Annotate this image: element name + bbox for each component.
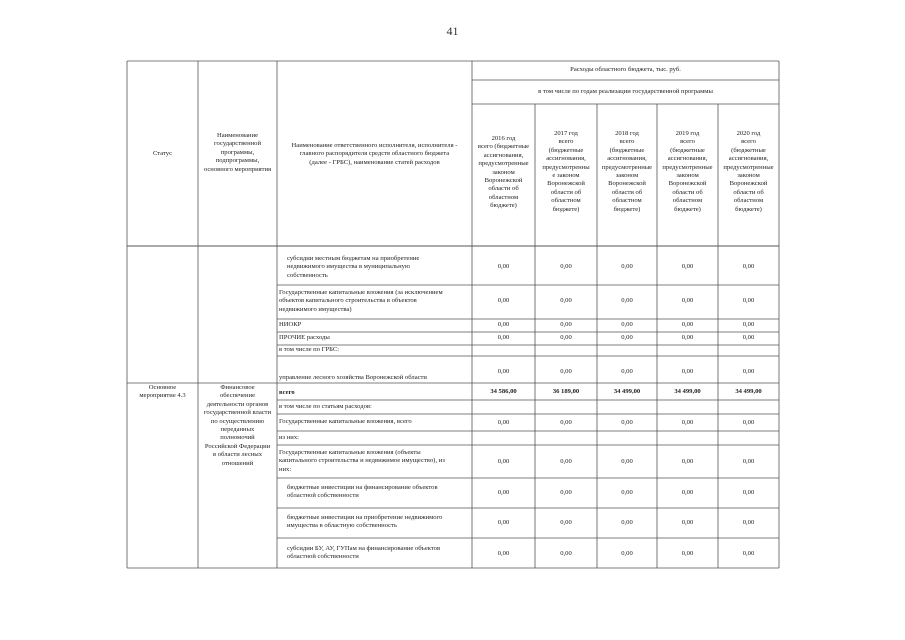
row-label (279, 346, 471, 354)
row-label-line: Государственные капитальные вложения (объекты (279, 449, 421, 456)
row-label (279, 449, 471, 474)
row-label-line: управление лесного хозяйства Воронежской области (279, 374, 427, 381)
year-line: областном (488, 193, 519, 201)
header-expenses-title: Расходы областного бюджета, тыс. руб. (570, 66, 681, 73)
year-line: предусмотренные (601, 163, 653, 171)
cell-value: 0,00 (681, 489, 694, 496)
year-line: законом (492, 168, 515, 176)
cell-value: 0,00 (742, 458, 755, 465)
row-label (279, 434, 471, 442)
cell-value: 0,00 (681, 419, 694, 426)
row-label-line: субсидии местным бюджетам на приобретение (287, 255, 420, 262)
cell-value: 0,00 (497, 263, 510, 270)
year-line: ассигнования, (607, 155, 647, 163)
section-status-line: мероприятие 4.3 (139, 392, 186, 400)
section-status (127, 384, 198, 401)
row-label-line: областной собственности (287, 553, 359, 561)
cell-value: 0,00 (497, 368, 510, 375)
cell-value: 0,00 (681, 368, 694, 375)
row-label-line: бюджетные инвестиции на приобретение недвижимого (287, 514, 443, 521)
section-name-line: переданных (220, 426, 255, 434)
section-name-line: Российской Федерации (204, 442, 271, 450)
row-label-line: НИОКР (279, 321, 302, 328)
cell-value: 0,00 (621, 263, 633, 270)
header-program-line: государственной (214, 140, 261, 148)
cell-value: 36 189,00 (552, 388, 580, 395)
cell-value: 34 499,00 (674, 388, 701, 395)
year-line: (бюджетные (731, 146, 766, 154)
year-line: Воронежской (668, 180, 707, 188)
year-line: предусмотренные (662, 163, 713, 171)
year-line: области об (550, 188, 582, 196)
year-line: 2017 год (554, 130, 578, 137)
row-label (279, 389, 471, 397)
row-label-line: ПРОЧИЕ расходы (279, 334, 330, 341)
cell-value: 0,00 (497, 458, 510, 465)
row-label-line: в том числе по статьям расходов: (279, 403, 372, 410)
row-label-line: областной собственности (287, 492, 359, 500)
row-label (287, 545, 470, 562)
cell-value: 0,00 (560, 458, 572, 465)
year-line: предусмотренны (542, 163, 590, 171)
cell-value: 0,00 (681, 263, 694, 270)
cell-value: 0,00 (742, 419, 755, 426)
cell-value: 0,00 (681, 297, 694, 304)
cell-value: 0,00 (681, 550, 694, 557)
row-label-line: недвижимого имущества) (279, 305, 352, 313)
year-line: предусмотренные (723, 163, 774, 171)
cell-value: 0,00 (560, 519, 572, 526)
year-line: ассигнования, (483, 151, 524, 159)
section-name-line: обеспечение (219, 392, 256, 400)
year-line: Воронежской (608, 180, 646, 188)
cell-value: 0,00 (497, 334, 510, 341)
row-label-line: капитального строительства и недвижимое имущество), из (279, 457, 445, 465)
cell-value: 0,00 (497, 550, 510, 557)
row-label-line: всего (279, 389, 295, 396)
header-executor-line: Наименование ответственного исполнителя, исполнителя - (291, 142, 458, 149)
year-line: ассигнования, (546, 155, 586, 163)
page-number: 41 (446, 24, 459, 38)
section-name-line: в области лесных (212, 451, 262, 459)
year-line: всего (741, 138, 756, 146)
cell-value: 0,00 (621, 519, 633, 526)
year-line: областном (733, 197, 764, 205)
header-status-label: Статус (152, 150, 173, 157)
row-label (279, 334, 471, 342)
year-line: области об (672, 188, 703, 196)
header-year-2019 (657, 130, 718, 214)
year-line: законом (737, 172, 760, 180)
row-label-line: Государственные капитальные вложения, всего (279, 418, 412, 425)
row-label-line: недвижимого имущества в муниципальную (287, 263, 410, 271)
header-program-line: Наименование (216, 132, 259, 139)
header-executor-line: (далее - ГРБС), наименование статей расходов (309, 158, 440, 166)
cell-value: 0,00 (621, 321, 633, 328)
row-label-line: собственность (287, 271, 328, 279)
row-label (279, 289, 471, 314)
year-line: ассигнования, (728, 155, 769, 163)
cell-value: 0,00 (560, 419, 572, 426)
cell-value: 0,00 (560, 297, 572, 304)
year-line: всего (619, 138, 635, 146)
cell-value: 34 499,00 (613, 388, 641, 395)
cell-value: 0,00 (560, 321, 572, 328)
year-line: областном (551, 197, 581, 205)
cell-value: 0,00 (742, 489, 755, 496)
cell-value: 0,00 (621, 334, 633, 341)
section-name (198, 384, 277, 468)
row-label (287, 255, 470, 280)
header-program-line: основного мероприятия (203, 165, 272, 173)
row-label-line: субсидии БУ, АУ, ГУПам на финансирование объектов (287, 545, 441, 552)
cell-value: 0,00 (681, 458, 694, 465)
year-line: всего (бюджетные (477, 143, 530, 151)
cell-value: 0,00 (621, 458, 633, 465)
year-line: областном (672, 197, 703, 205)
year-line: Воронежской (484, 177, 523, 185)
year-line: бюджете) (674, 205, 701, 213)
cell-value: 0,00 (560, 334, 572, 341)
section-name-line: Финансовое (220, 384, 255, 391)
cell-value: 0,00 (742, 334, 755, 341)
year-line: области об (611, 188, 643, 196)
header-program-line: программы, (220, 148, 255, 156)
header-executor (277, 142, 472, 167)
year-line: бюджете) (490, 202, 517, 210)
year-line: бюджете) (735, 205, 762, 213)
cell-value: 0,00 (742, 550, 755, 557)
year-line: всего (558, 138, 574, 146)
cell-value: 0,00 (621, 297, 633, 304)
year-line: области об (488, 185, 519, 193)
year-line: бюджете) (552, 205, 580, 213)
section-status-line: Основное (148, 384, 177, 391)
year-line: (бюджетные (548, 146, 584, 154)
year-line: законом (676, 172, 699, 180)
cell-value: 0,00 (621, 489, 633, 496)
year-line: 2019 год (675, 130, 700, 137)
cell-value: 0,00 (681, 519, 694, 526)
header-year-2017 (535, 130, 597, 214)
row-label (279, 403, 471, 411)
row-label-line: имущества в областную собственность (287, 522, 397, 530)
row-label-line: из них: (279, 434, 299, 441)
section-name-line: деятельности органов (206, 400, 269, 408)
header-year-2020 (718, 130, 779, 214)
year-line: (бюджетные (670, 146, 705, 154)
cell-value: 0,00 (497, 489, 510, 496)
year-line: предусмотренные (478, 160, 529, 168)
row-label-line: в том числе по ГРБС: (279, 346, 340, 353)
year-line: 2016 год (491, 135, 516, 142)
header-program-name (198, 132, 277, 174)
cell-value: 0,00 (742, 297, 755, 304)
year-line: Воронежской (547, 180, 585, 188)
row-label (279, 321, 471, 329)
header-year-2016 (472, 135, 535, 211)
cell-value: 0,00 (742, 519, 755, 526)
section-name-line: государственной власти (203, 409, 272, 417)
header-year-2018 (597, 130, 657, 214)
year-line: законом (615, 172, 639, 180)
year-line: ассигнования, (667, 155, 708, 163)
cell-value: 0,00 (560, 368, 572, 375)
row-label-line: Государственные капитальные вложения (за исключением (279, 289, 443, 296)
year-line: области об (733, 188, 764, 196)
cell-value: 0,00 (560, 550, 572, 557)
year-line: бюджете) (613, 205, 641, 213)
cell-value: 0,00 (560, 489, 572, 496)
year-line: е законом (552, 172, 580, 180)
cell-value: 0,00 (560, 263, 572, 270)
cell-value: 0,00 (497, 321, 510, 328)
cell-value: 0,00 (621, 419, 633, 426)
cell-value: 0,00 (742, 321, 755, 328)
year-line: всего (680, 138, 695, 146)
cell-value: 0,00 (497, 419, 510, 426)
row-label (279, 418, 471, 426)
year-line: 2018 год (615, 130, 639, 137)
year-line: Воронежской (729, 180, 768, 188)
section-name-line: отношений (221, 459, 254, 467)
header-status (127, 150, 198, 158)
cell-value: 0,00 (742, 263, 755, 270)
row-label-line: бюджетные инвестиции на финансирование объектов (287, 484, 438, 491)
section-name-line: по осуществлению (210, 417, 265, 425)
section-name-line: полномочий (220, 434, 255, 442)
year-line: (бюджетные (609, 146, 645, 154)
cell-value: 0,00 (681, 334, 694, 341)
cell-value: 34 586,00 (490, 388, 517, 395)
header-by-years: в том числе по годам реализации государственной программы (538, 88, 713, 95)
cell-value: 0,00 (497, 519, 510, 526)
cell-value: 0,00 (621, 368, 633, 375)
header-executor-line: главного распорядителя средств областного бюджета (299, 150, 450, 158)
header-program-line: подпрограммы, (215, 157, 260, 165)
row-label (287, 484, 470, 501)
year-line: 2020 год (736, 130, 761, 137)
row-label (287, 514, 470, 531)
year-line: областном (612, 197, 642, 205)
row-label (279, 374, 471, 382)
cell-value: 0,00 (742, 368, 755, 375)
cell-value: 0,00 (497, 297, 510, 304)
row-label-line: них: (279, 465, 292, 473)
cell-value: 0,00 (621, 550, 633, 557)
row-label-line: объектов капитального строительства в объектов (279, 297, 417, 305)
cell-value: 34 499,00 (735, 388, 762, 395)
cell-value: 0,00 (681, 321, 694, 328)
